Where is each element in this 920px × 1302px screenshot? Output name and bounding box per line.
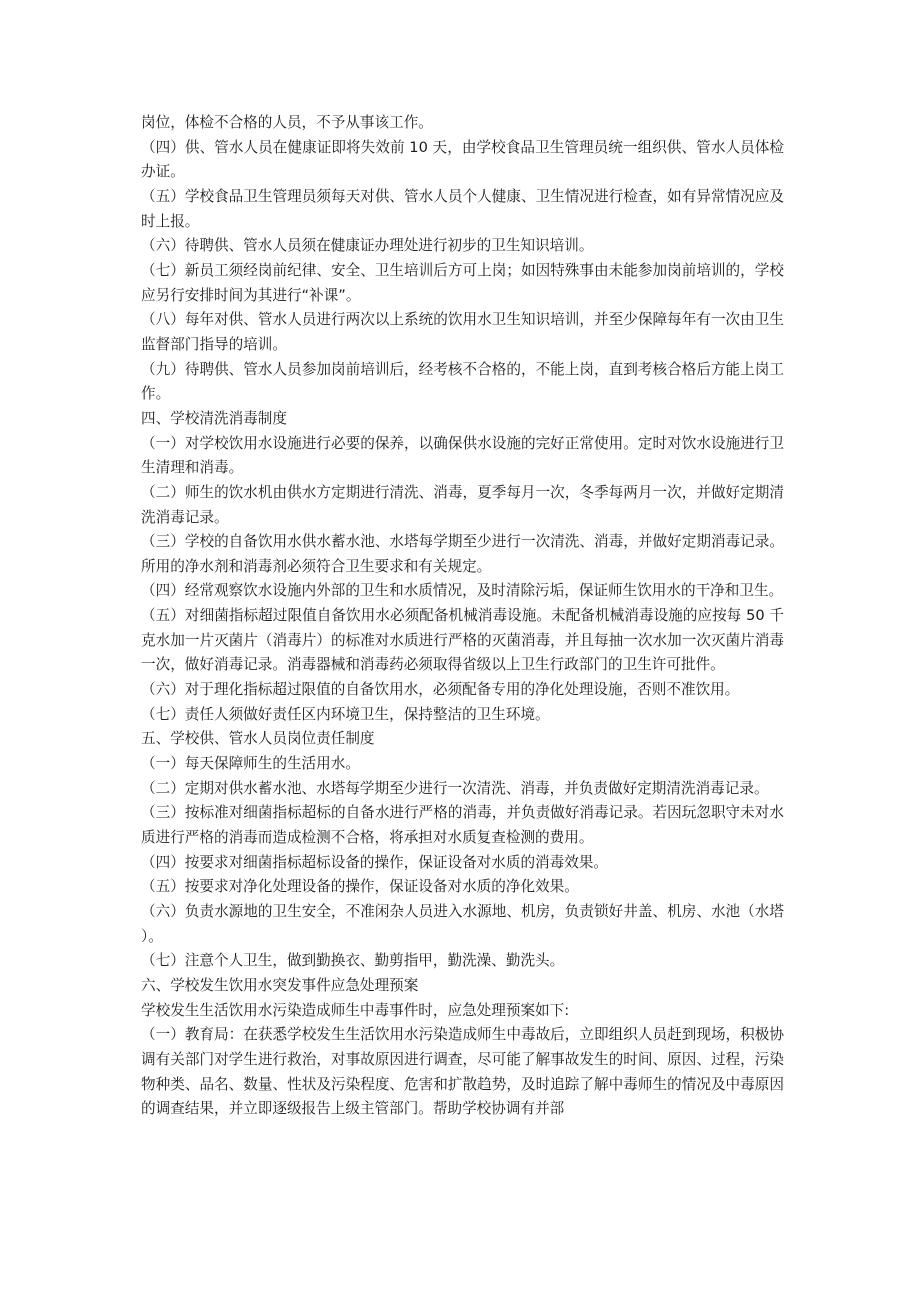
- paragraph: （四）按要求对细菌指标超标设备的操作，保证设备对水质的消毒效果。: [141, 853, 609, 871]
- paragraph: （二）定期对供水蓄水池、水塔每学期至少进行一次清洗、消毒，并负责做好定期清洗消毒记录。: [141, 779, 769, 797]
- paragraph: 学校发生生活饮用水污染造成师生中毒事件时，应急处理预案如下:: [141, 1001, 570, 1019]
- section-heading: 六、学校发生饮用水突发事件应急处理预案: [141, 976, 419, 994]
- paragraph: （六）对于理化指标超过限值的自备饮用水，必须配备专用的净化处理设施，否则不准饮用。: [141, 681, 740, 699]
- paragraph: （五）学校食品卫生管理员须每天对供、管水人员个人健康、卫生情况进行检查，如有异常情况应及时上报。: [141, 187, 784, 230]
- paragraph: （五）按要求对净化处理设备的操作，保证设备对水质的净化效果。: [141, 878, 579, 896]
- paragraph: （四）经常观察饮水设施内外部的卫生和水质情况，及时清除污垢，保证师生饮用水的干净和卫生。: [141, 582, 784, 600]
- paragraph: （三）学校的自备饮用水供水蓄水池、水塔每学期至少进行一次清洗、消毒，并做好定期消毒记录。所用的净水剂和消毒剂必须符合卫生要求和有关规定。: [141, 533, 784, 575]
- paragraph: （一）每天保障师生的生活用水。: [141, 755, 360, 773]
- paragraph: （六）负责水源地的卫生安全，不准闲杂人员进入水源地、机房，负责锁好井盖、机房、水池（水塔）。: [141, 903, 784, 945]
- paragraph: （四）供、管水人员在健康证即将失效前 10 天，由学校食品卫生管理员统一组织供、管水人员体检办证。: [141, 138, 784, 181]
- paragraph: （一）教育局：在获悉学校发生生活饮用水污染造成师生中毒故后，立即组织人员赶到现场，积极协调有关部门对学生进行救治，对事故原因进行调查，尽可能了解事故发生的时间、原因、过程，污染物种类、品名、数量、性状及污染程度、危害和扩散趋势，及时追踪了解中毒师生的情况及中毒原因的调查结果，并立即逐级报告上级主管部门。帮助学校协调有并部: [141, 1026, 784, 1118]
- document-body: [141, 111, 784, 1122]
- section-heading: 五、学校供、管水人员岗位责任制度: [141, 730, 375, 748]
- paragraph: （九）待聘供、管水人员参加岗前培训后，经考核不合格的，不能上岗，直到考核合格后方能上岗工作。: [141, 360, 784, 403]
- paragraph: （八）每年对供、管水人员进行两次以上系统的饮用水卫生知识培训，并至少保障每年有一次由卫生监督部门指导的培训。: [141, 311, 784, 353]
- paragraph: （七）责任人须做好责任区内环境卫生，保持整洁的卫生环境。: [141, 705, 550, 723]
- paragraph: （五）对细菌指标超过限值自备饮用水必须配备机械消毒设施。未配备机械消毒设施的应按每 50 千克水加一片灭菌片（消毒片）的标准对水质进行严格的灭菌消毒，并且每抽一次水加一次灭菌片消毒一次，做好消毒记录。消毒器械和消毒药必须取得省级以上卫生行政部门的卫生许可批件。: [141, 607, 784, 674]
- paragraph: （三）按标准对细菌指标超标的自备水进行严格的消毒，并负责做好消毒记录。若因玩忽职守未对水质进行严格的消毒而造成检测不合格，将承担对水质复查检测的费用。: [141, 804, 784, 847]
- paragraph: （七）新员工须经岗前纪律、安全、卫生培训后方可上岗；如因特殊事由未能参加岗前培训的，学校应另行安排时间为其进行“补课”。: [141, 261, 784, 304]
- paragraph: （六）待聘供、管水人员须在健康证办理处进行初步的卫生知识培训。: [141, 237, 594, 255]
- paragraph: （一）对学校饮用水设施进行必要的保养，以确保供水设施的完好正常使用。定时对饮水设施进行卫生清理和消毒。: [141, 434, 784, 477]
- section-heading: 四、学校清洗消毒制度: [141, 409, 287, 427]
- paragraph: 岗位，体检不合格的人员，不予从事该工作。: [141, 114, 433, 131]
- paragraph: （七）注意个人卫生，做到勤换衣、勤剪指甲，勤洗澡、勤洗头。: [141, 952, 565, 970]
- paragraph: （二）师生的饮水机由供水方定期进行清洗、消毒，夏季每月一次，冬季每两月一次，并做好定期清洗消毒记录。: [141, 483, 784, 526]
